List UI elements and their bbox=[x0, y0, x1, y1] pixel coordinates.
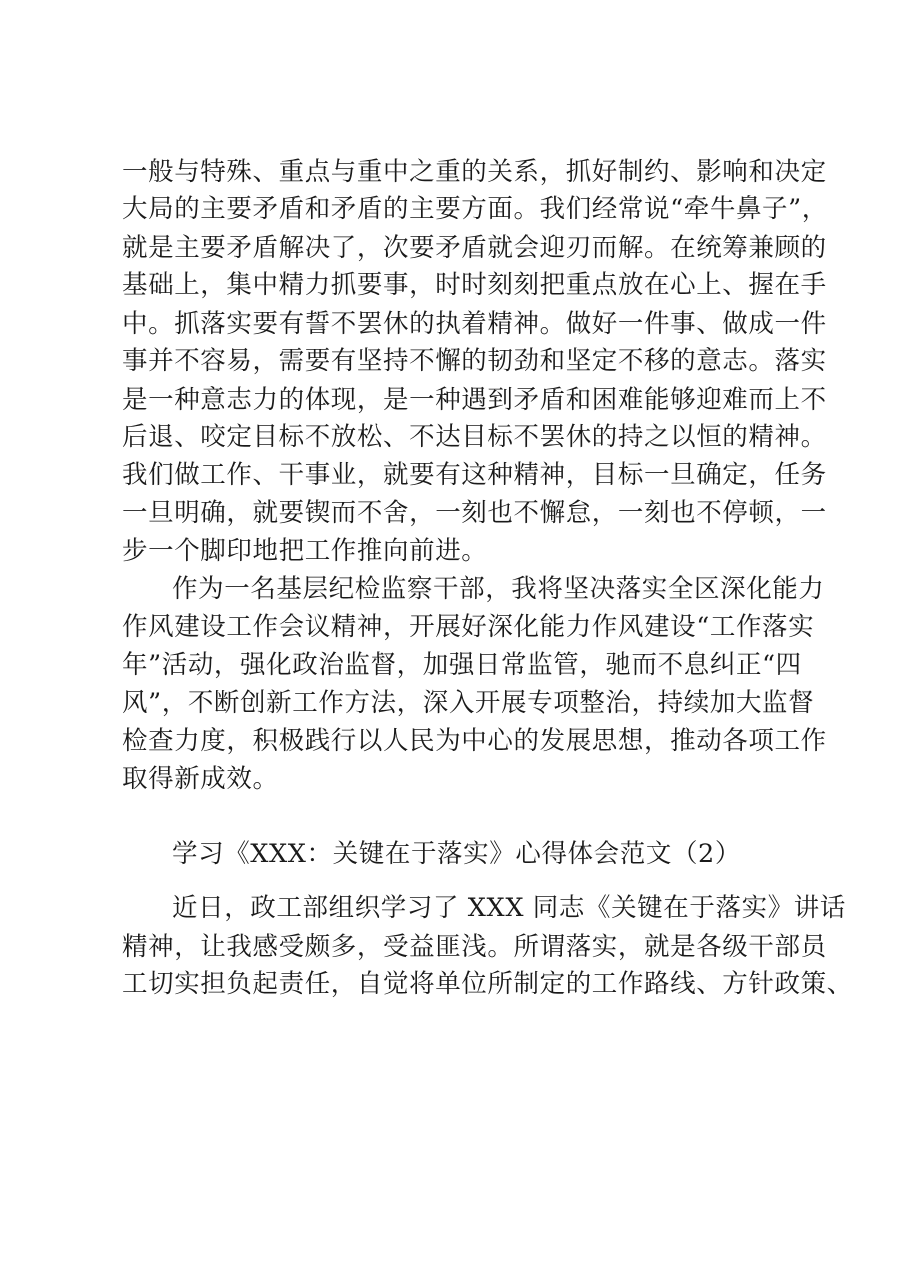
text-line: 作为一名基层纪检监察干部，我将坚决落实全区深化能力 bbox=[172, 574, 825, 604]
text-line: 就是主要矛盾解决了，次要矛盾就会迎刃而解。在统筹兼顾的 bbox=[122, 233, 827, 263]
text-line: 工切实担负起责任，自觉将单位所制定的工作路线、方针政策、 bbox=[122, 969, 853, 999]
text-line: 事并不容易，需要有坚持不懈的韧劲和坚定不移的意志。落实 bbox=[122, 346, 827, 376]
text-line: 步一个脚印地把工作推向前进。 bbox=[122, 536, 488, 566]
text-line: 我们做工作、干事业，就要有这种精神，目标一旦确定，任务 bbox=[122, 460, 827, 490]
text-line: 是一种意志力的体现，是一种遇到矛盾和困难能够迎难而上不 bbox=[122, 385, 827, 415]
text-line: 一旦明确，就要锲而不舍，一刻也不懈怠，一刻也不停顿，一 bbox=[122, 498, 827, 528]
text-line: 一般与特殊、重点与重中之重的关系，抓好制约、影响和决定 bbox=[122, 157, 827, 187]
text-line: 年”活动，强化政治监督，加强日常监管，驰而不息纠正“四 bbox=[122, 650, 802, 680]
text-line: 中。抓落实要有誓不罢休的执着精神。做好一件事、做成一件 bbox=[122, 309, 827, 339]
text-line: 检查力度，积极践行以人民为中心的发展思想，推动各项工作 bbox=[122, 726, 827, 756]
text-line: 近日，政工部组织学习了 XXX 同志《关键在于落实》讲话 bbox=[172, 893, 846, 923]
text-line: 精神，让我感受颇多，受益匪浅。所谓落实，就是各级干部员 bbox=[122, 932, 827, 962]
text-line: 作风建设工作会议精神，开展好深化能力作风建设“工作落实 bbox=[122, 612, 815, 642]
text-line: 后退、咬定目标不放松、不达目标不罢休的持之以恒的精神。 bbox=[122, 422, 827, 452]
text-line: 大局的主要矛盾和矛盾的主要方面。我们经常说“牵牛鼻子”， bbox=[122, 194, 828, 224]
text-line: 基础上，集中精力抓要事，时时刻刻把重点放在心上、握在手 bbox=[122, 270, 827, 300]
section-heading: 学习《XXX：关键在于落实》心得体会范文（2） bbox=[172, 839, 741, 869]
text-line: 取得新成效。 bbox=[122, 764, 279, 794]
text-line: 风”，不断创新工作方法，深入开展专项整治，持续加大监督 bbox=[122, 688, 815, 718]
